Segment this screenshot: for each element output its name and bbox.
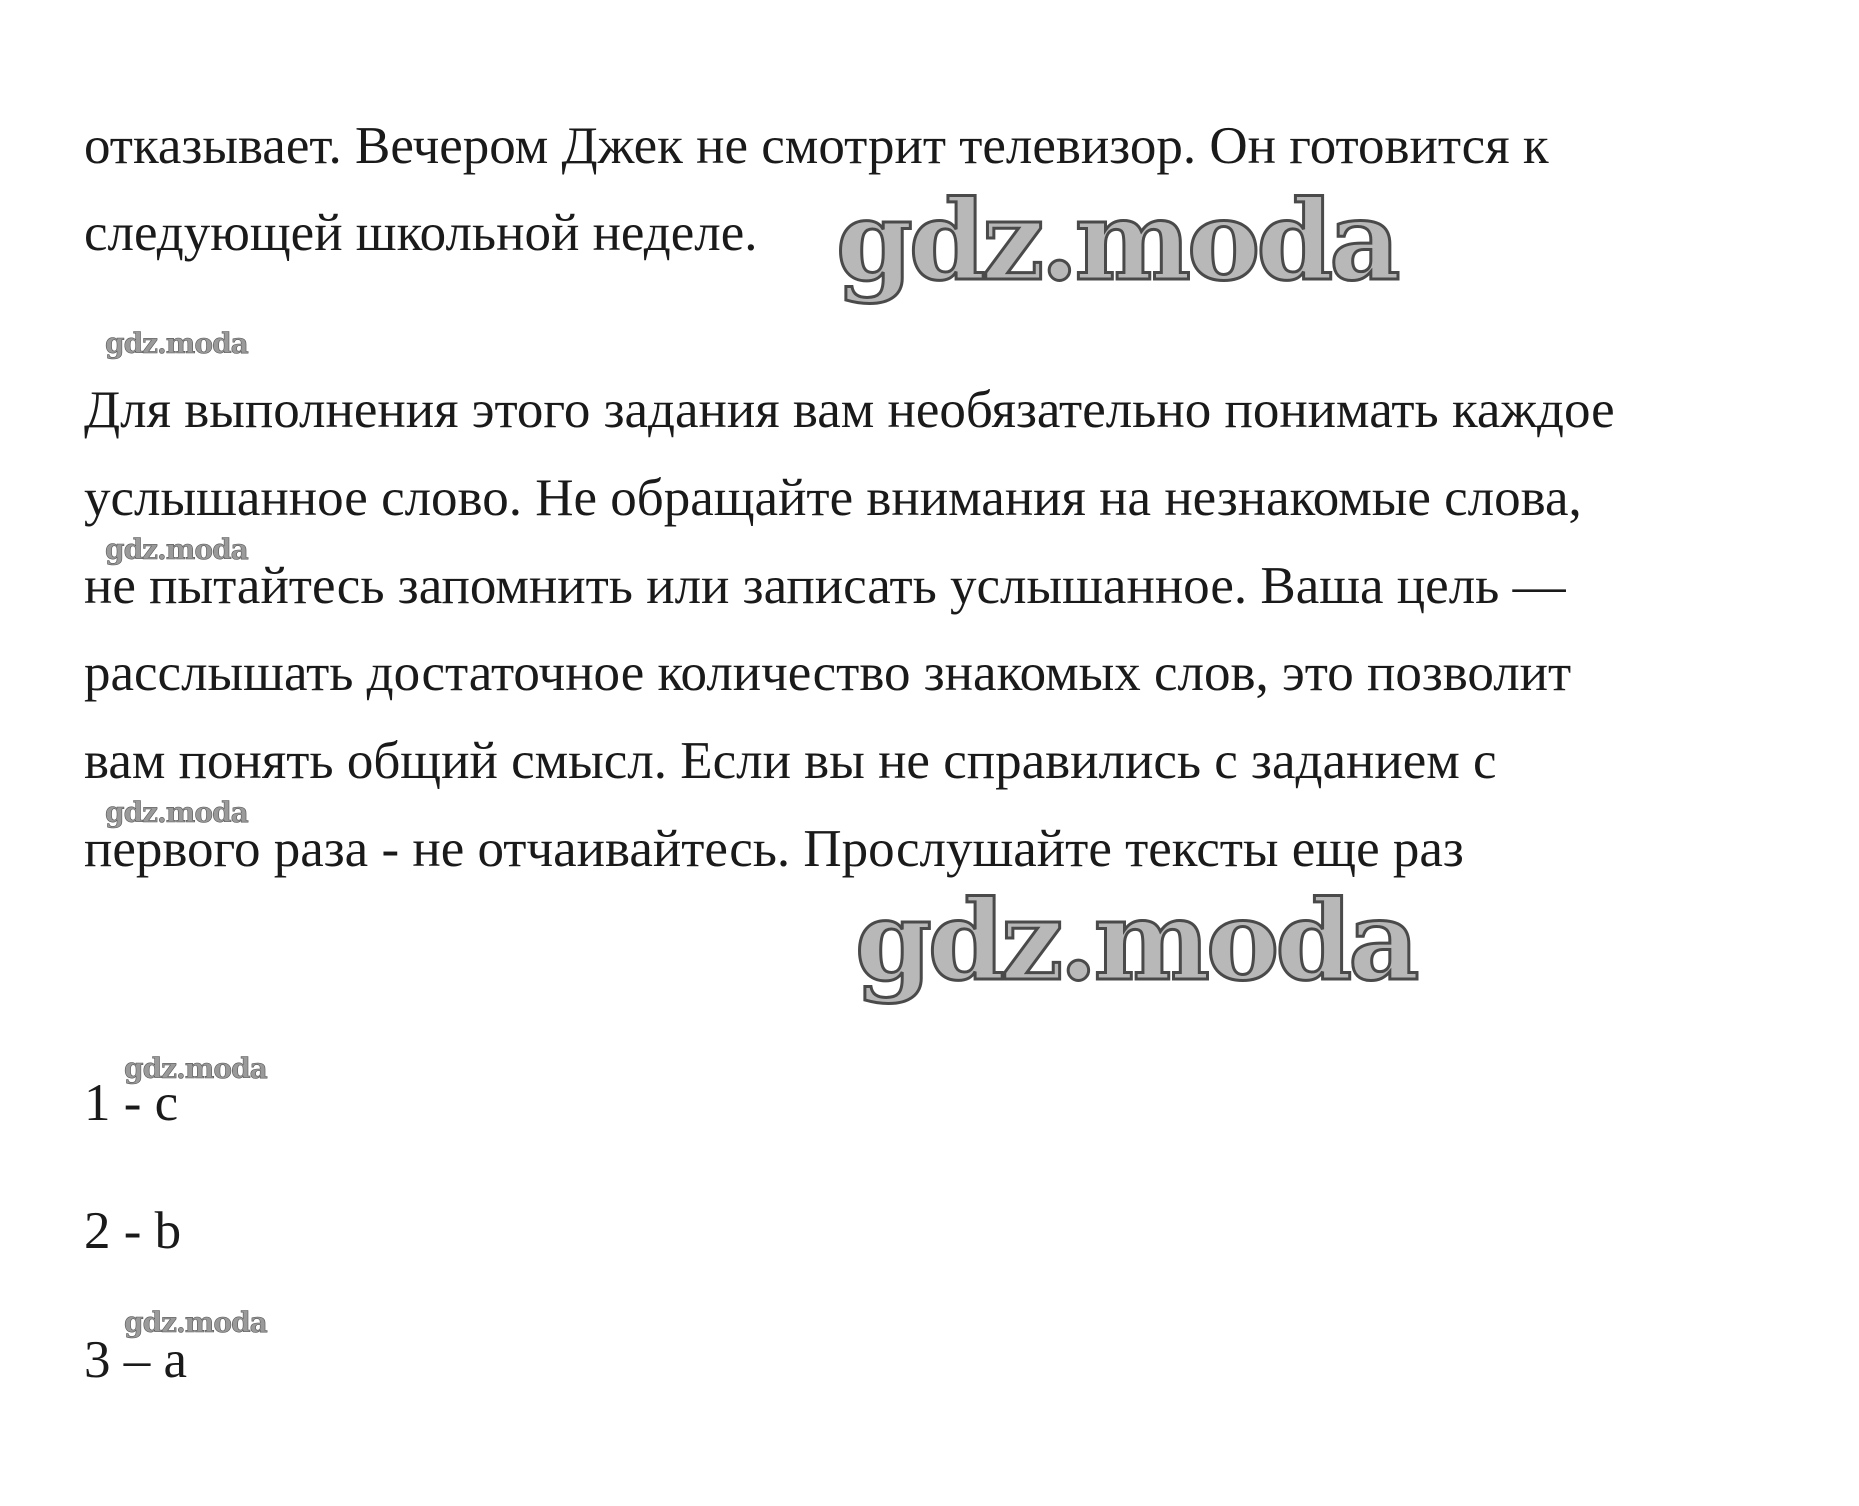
paragraph1-line-2: следующей школьной неделе. [84,204,758,262]
watermark-large-1: gdz.moda [836,176,1397,305]
answer-2: 2 - b [84,1202,182,1260]
paragraph2-line-2: услышанное слово. Не обращайте внимания на незнакомые слова, [84,469,1582,527]
paragraph2-line-4: расслышать достаточное количество знакомых слов, это позволит [84,644,1572,702]
watermark-small-5: gdz.moda [124,1306,267,1339]
answer-1: 1 - c [84,1074,179,1132]
paragraph2-line-5: вам понять общий смысл. Если вы не справились с заданием с [84,732,1497,790]
watermark-small-3: gdz.moda [105,796,248,829]
paragraph1-line-1: отказывает. Вечером Джек не смотрит телевизор. Он готовится к [84,117,1549,175]
watermark-small-1: gdz.moda [105,327,248,360]
watermark-large-2: gdz.moda [855,876,1416,1005]
paragraph2-line-3: не пытайтесь запомнить или записать услышанное. Ваша цель — [84,557,1566,615]
paragraph2-line-1: Для выполнения этого задания вам необязательно понимать каждое [84,381,1615,439]
watermark-small-2: gdz.moda [105,533,248,566]
watermark-small-4: gdz.moda [124,1052,267,1085]
answer-3: 3 – a [84,1331,188,1389]
paragraph2-line-6: первого раза - не отчаивайтесь. Прослушайте тексты еще раз [84,820,1464,878]
